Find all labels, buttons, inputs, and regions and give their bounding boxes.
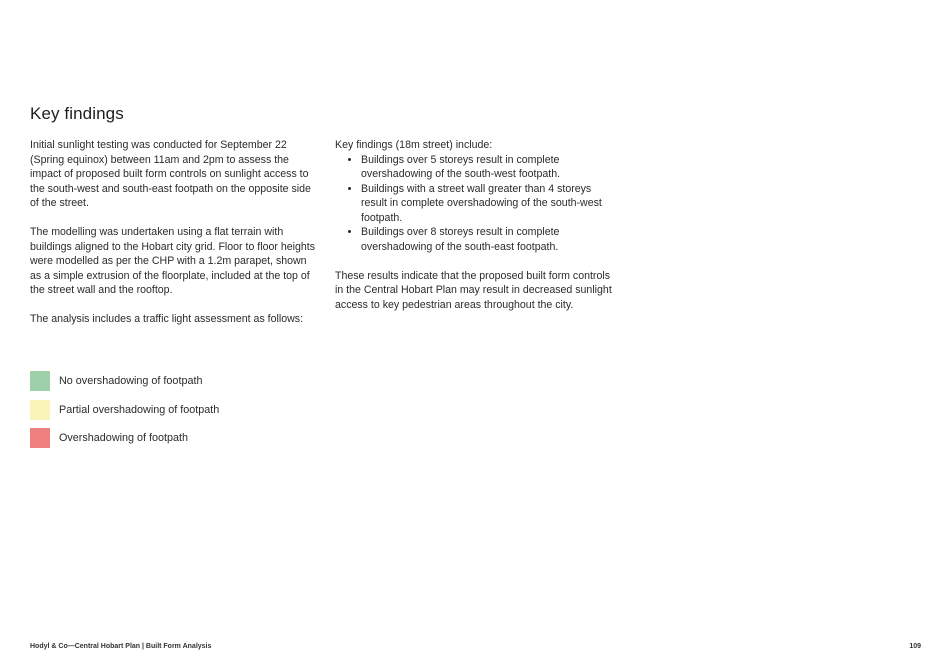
red-swatch: [30, 428, 50, 448]
intro-paragraph: Initial sunlight testing was conducted for September 22 (Spring equinox) between 11am and 2pm to assess the impact of proposed built form controls on sunlight access to the south-west and south-east footpath on the opposite side of the street.: [30, 139, 311, 209]
page-title: Key findings: [30, 104, 124, 123]
footer-source: Hodyl & Co—Central Hobart Plan | Built Form Analysis: [30, 643, 212, 650]
findings-intro: Key findings (18m street) include:: [335, 139, 493, 151]
finding-item: • Buildings over 8 storeys result in complete overshadowing of the south-east footpath.: [361, 225, 615, 254]
finding-item: • Buildings over 5 storeys result in complete overshadowing of the south-west footpath.: [361, 153, 615, 182]
conclusion-paragraph: These results indicate that the proposed built form controls in the Central Hobart Plan may result in decreased sunlight access to key pedestrian areas throughout the city.: [335, 269, 612, 311]
yellow-swatch: [30, 400, 50, 420]
finding-item: • Buildings with a street wall greater than 4 storeys result in complete overshadowing of the south-west footpath.: [361, 182, 615, 226]
legend-item-partial-overshadowing: [30, 400, 219, 420]
left-column: [30, 138, 315, 341]
legend-label: Partial overshadowing of footpath: [59, 403, 220, 416]
findings-list: [335, 153, 615, 255]
traffic-light-legend: [30, 371, 219, 457]
analysis-paragraph: The analysis includes a traffic light assessment as follows:: [30, 313, 304, 325]
legend-item-overshadowing: [30, 428, 219, 448]
legend-label: No overshadowing of footpath: [59, 375, 203, 387]
legend-label: Overshadowing of footpath: [59, 432, 189, 444]
legend-item-no-overshadowing: [30, 371, 219, 391]
modelling-paragraph: The modelling was undertaken using a flat terrain with buildings aligned to the Hobart city grid. Floor to floor heights were modelled as per the CHP with a 1.2m parapet, shown as a simple extrusion of the floorplate, included at the top of the street wall and the rooftop.: [30, 226, 316, 296]
green-swatch: [30, 371, 50, 391]
page-number: 109: [909, 643, 921, 650]
right-column: [335, 138, 615, 327]
